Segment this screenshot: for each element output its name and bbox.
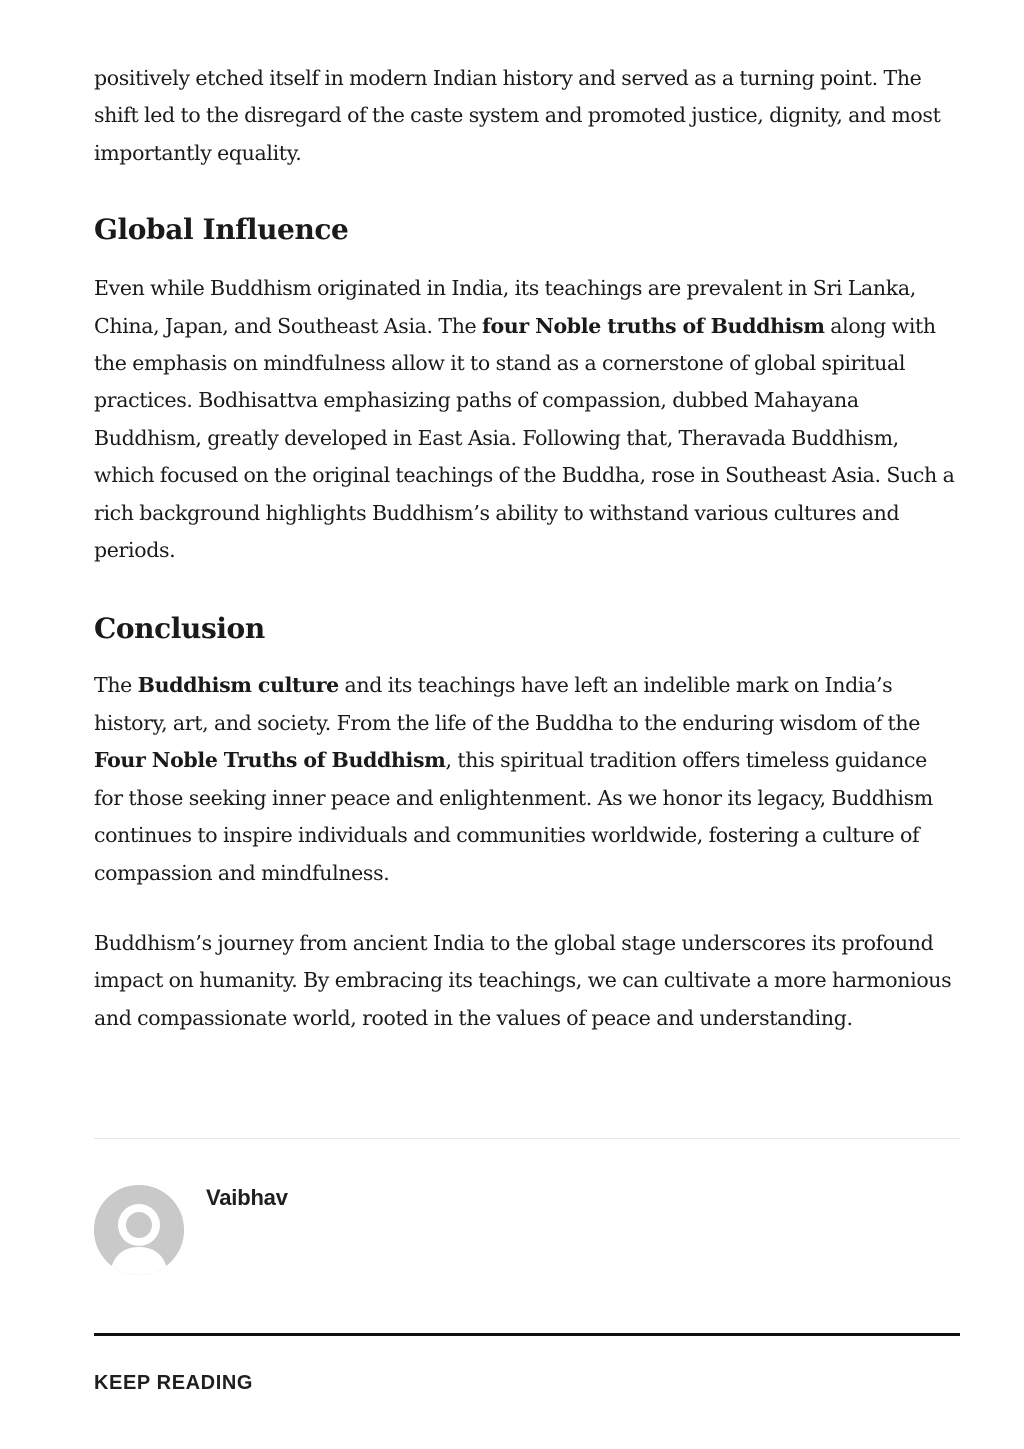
paragraph-text: and its teachings have left an indelible mark on India’s history, art, and society. From the life of the Buddha to the enduring wisdom of the xyxy=(94,673,921,735)
paragraph-text: , this spiritual tradition offers timeless guidance for those seeking inner peace and enlightenment. As we honor its legacy, Buddhism continues to inspire individuals and communities worldwide, fostering a culture of compassion and mindfulness. xyxy=(94,748,933,885)
conclusion-paragraph-2: Buddhism’s journey from ancient India to the global stage underscores its profound impact on humanity. By embracing its teachings, we can cultivate a more harmonious and compassionate world, rooted in the values of peace and understanding. xyxy=(94,930,952,1030)
intro-paragraph: positively etched itself in modern Indian history and served as a turning point. The shift led to the disregard of the caste system and promoted justice, dignity, and most importantly equality. xyxy=(94,66,941,165)
bold-phrase-four-noble-truths: Four Noble Truths of Buddhism xyxy=(94,748,446,773)
author-divider xyxy=(94,1138,960,1139)
default-avatar-icon[interactable] xyxy=(94,1185,184,1275)
conclusion-heading: Conclusion xyxy=(94,612,265,646)
global-influence-heading: Global Influence xyxy=(94,213,349,247)
bold-phrase-four-noble-truths: four Noble truths of Buddhism xyxy=(482,313,825,338)
global-influence-paragraph xyxy=(94,270,960,569)
keep-reading-divider xyxy=(94,1333,960,1336)
article-content xyxy=(94,60,960,1037)
paragraph-text: Even while Buddhism originated in India, its teachings are prevalent in Sri Lanka, China, Japan, and Southeast Asia. The xyxy=(94,276,916,338)
avatar-silhouette xyxy=(94,1185,184,1275)
author-name-link[interactable]: Vaibhav xyxy=(206,1185,288,1210)
author-box xyxy=(94,1185,960,1285)
keep-reading-heading: KEEP READING xyxy=(94,1372,254,1394)
paragraph-text: The xyxy=(94,673,138,698)
bold-phrase-buddhism-culture: Buddhism culture xyxy=(137,673,339,698)
conclusion-paragraph-1 xyxy=(94,667,960,891)
paragraph-text: along with the emphasis on mindfulness allow it to stand as a cornerstone of global spiritual practices. Bodhisattva emphasizing paths of compassion, dubbed Mahayana Buddhism, greatly developed in East Asia. Following that, Theravada Buddhism, which focused on the original teachings of the Buddha, rose in Southeast Asia. Such a rich background highlights Buddhism’s ability to withstand various cultures and periods. xyxy=(94,313,955,563)
